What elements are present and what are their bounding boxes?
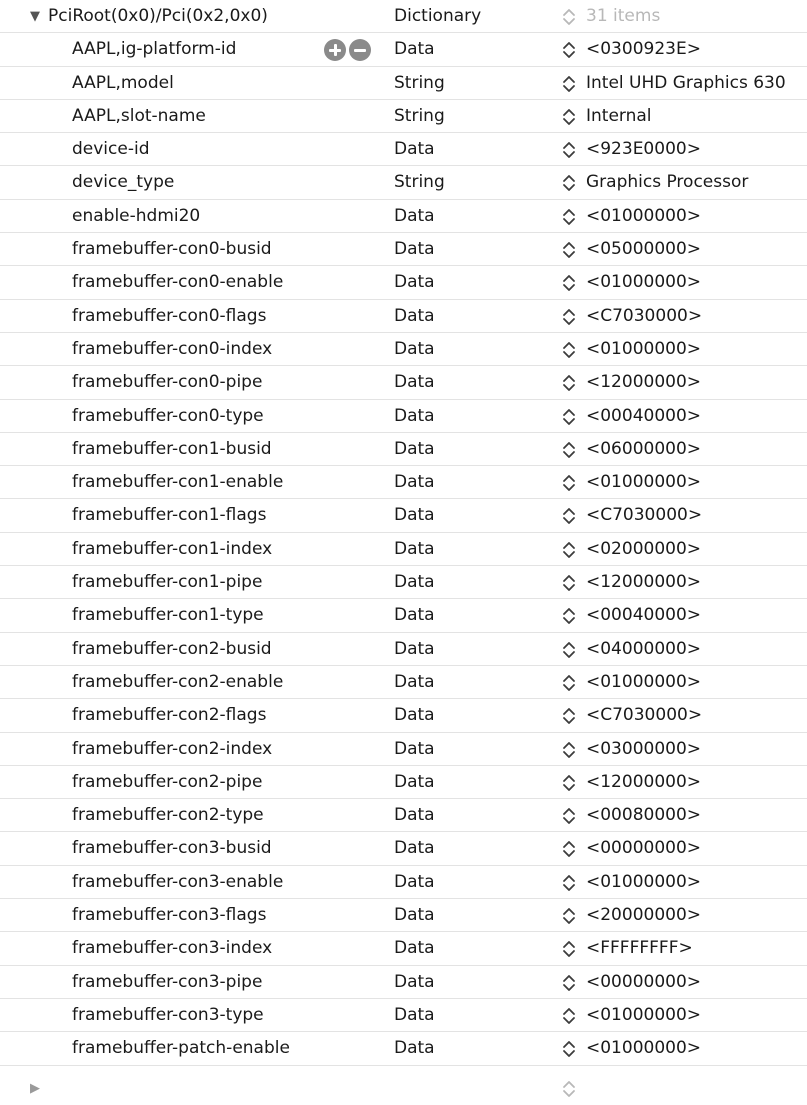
up-down-chevron-icon[interactable] (562, 674, 576, 692)
up-down-chevron-icon[interactable] (562, 341, 576, 359)
table-row[interactable] (0, 566, 807, 599)
row-value[interactable]: <01000000> (586, 338, 702, 359)
row-key[interactable]: framebuffer-con2-index (72, 738, 273, 759)
row-type[interactable]: Data (394, 538, 435, 559)
table-row[interactable] (0, 799, 807, 832)
row-value[interactable]: <00000000> (586, 838, 702, 859)
row-value: 31 items (586, 6, 661, 26)
row-key[interactable]: device_type (72, 172, 175, 193)
up-down-chevron-icon[interactable] (562, 141, 576, 159)
row-type[interactable]: Data (394, 239, 435, 260)
table-row[interactable] (0, 166, 807, 199)
row-key[interactable]: device-id (72, 139, 150, 160)
row-value[interactable]: <02000000> (586, 538, 702, 559)
row-type[interactable]: String (394, 172, 445, 193)
row-type[interactable]: Data (394, 1004, 435, 1025)
table-row[interactable] (0, 133, 807, 166)
table-row[interactable] (0, 499, 807, 532)
up-down-chevron-icon[interactable] (562, 607, 576, 625)
up-down-chevron-icon[interactable] (562, 874, 576, 892)
row-key[interactable]: framebuffer-con2-enable (72, 671, 284, 692)
row-key[interactable]: framebuffer-con0-flags (72, 305, 267, 326)
row-value[interactable]: <C7030000> (586, 305, 703, 326)
row-type[interactable]: Data (394, 905, 435, 926)
row-key[interactable]: framebuffer-con0-index (72, 338, 273, 359)
up-down-chevron-icon[interactable] (562, 108, 576, 126)
row-key[interactable]: framebuffer-con2-busid (72, 638, 272, 659)
row-key[interactable]: framebuffer-con3-index (72, 938, 273, 959)
row-value[interactable]: Internal (586, 105, 652, 126)
row-value[interactable]: <12000000> (586, 372, 702, 393)
up-down-chevron-icon[interactable] (562, 174, 576, 192)
table-row[interactable] (0, 400, 807, 433)
up-down-chevron-icon[interactable] (562, 1040, 576, 1058)
row-type[interactable]: Dictionary (394, 6, 482, 26)
row-value[interactable]: <01000000> (586, 205, 702, 226)
row-value[interactable]: <923E0000> (586, 139, 701, 160)
row-value[interactable]: <00040000> (586, 405, 702, 426)
up-down-chevron-icon[interactable] (562, 41, 576, 59)
row-value[interactable]: <C7030000> (586, 505, 703, 526)
table-row[interactable] (0, 999, 807, 1032)
table-row[interactable] (0, 666, 807, 699)
up-down-chevron-icon[interactable] (562, 308, 576, 326)
root-row-pciroot[interactable] (0, 0, 807, 33)
row-value[interactable]: <01000000> (586, 472, 702, 493)
up-down-chevron-icon[interactable] (562, 1080, 576, 1098)
table-row[interactable] (0, 333, 807, 366)
row-type[interactable]: Data (394, 605, 435, 626)
table-row[interactable] (0, 233, 807, 266)
table-row[interactable] (0, 866, 807, 899)
table-row[interactable] (0, 699, 807, 732)
row-type[interactable]: Data (394, 805, 435, 826)
up-down-chevron-icon[interactable] (562, 274, 576, 292)
table-row[interactable] (0, 433, 807, 466)
row-key[interactable]: framebuffer-con1-enable (72, 472, 284, 493)
up-down-chevron-icon[interactable] (562, 541, 576, 559)
up-down-chevron-icon[interactable] (562, 474, 576, 492)
table-row[interactable] (0, 67, 807, 100)
row-type[interactable]: Data (394, 205, 435, 226)
row-value[interactable]: <05000000> (586, 239, 702, 260)
row-key[interactable]: framebuffer-con2-type (72, 805, 264, 826)
up-down-chevron-icon[interactable] (562, 741, 576, 759)
table-row[interactable] (0, 599, 807, 632)
row-type[interactable]: Data (394, 338, 435, 359)
disclosure-triangle-right-icon[interactable]: ▶ (30, 1080, 40, 1096)
table-row[interactable] (0, 466, 807, 499)
row-value[interactable]: <12000000> (586, 771, 702, 792)
row-value[interactable]: <C7030000> (586, 705, 703, 726)
row-key[interactable]: framebuffer-con0-pipe (72, 372, 263, 393)
row-type[interactable]: Data (394, 39, 435, 60)
row-value[interactable]: <FFFFFFFF> (586, 938, 693, 959)
table-row[interactable] (0, 300, 807, 333)
up-down-chevron-icon[interactable] (562, 241, 576, 259)
row-value[interactable]: <01000000> (586, 871, 702, 892)
up-down-chevron-icon[interactable] (562, 940, 576, 958)
row-key[interactable]: AAPL,model (72, 72, 174, 93)
row-key[interactable]: framebuffer-patch-enable (72, 1038, 290, 1059)
up-down-chevron-icon[interactable] (562, 907, 576, 925)
up-down-chevron-icon[interactable] (562, 1007, 576, 1025)
table-row[interactable] (0, 966, 807, 999)
row-type[interactable]: Data (394, 838, 435, 859)
row-type[interactable]: Data (394, 638, 435, 659)
table-row[interactable] (0, 266, 807, 299)
up-down-chevron-icon[interactable] (562, 774, 576, 792)
row-type[interactable]: Data (394, 572, 435, 593)
up-down-chevron-icon[interactable] (562, 840, 576, 858)
collapsed-row-partial[interactable] (0, 1066, 807, 1096)
row-type[interactable]: Data (394, 405, 435, 426)
up-down-chevron-icon[interactable] (562, 441, 576, 459)
table-row[interactable] (0, 899, 807, 932)
table-row[interactable] (0, 533, 807, 566)
disclosure-triangle-down-icon[interactable]: ▼ (30, 9, 40, 24)
up-down-chevron-icon[interactable] (562, 408, 576, 426)
child-rows (0, 33, 807, 1065)
row-type[interactable]: Data (394, 871, 435, 892)
row-key[interactable]: AAPL,slot-name (72, 105, 206, 126)
row-type[interactable]: Data (394, 472, 435, 493)
row-key[interactable]: framebuffer-con1-index (72, 538, 273, 559)
row-value[interactable]: <00000000> (586, 971, 702, 992)
row-value[interactable]: <00040000> (586, 605, 702, 626)
row-key[interactable]: enable-hdmi20 (72, 205, 201, 226)
row-type[interactable]: Data (394, 305, 435, 326)
row-type[interactable]: Data (394, 272, 435, 293)
row-type[interactable]: String (394, 105, 445, 126)
table-row[interactable] (0, 200, 807, 233)
row-type[interactable]: Data (394, 438, 435, 459)
row-type[interactable]: Data (394, 372, 435, 393)
row-value[interactable]: <04000000> (586, 638, 702, 659)
table-row[interactable] (0, 1032, 807, 1065)
plus-circle-icon[interactable] (324, 39, 346, 61)
row-key[interactable]: framebuffer-con0-busid (72, 239, 272, 260)
row-type[interactable]: Data (394, 1038, 435, 1059)
table-row[interactable] (0, 932, 807, 965)
row-value[interactable]: <20000000> (586, 905, 702, 926)
up-down-chevron-icon[interactable] (562, 507, 576, 525)
row-value[interactable]: <00080000> (586, 805, 702, 826)
row-type[interactable]: Data (394, 705, 435, 726)
row-key[interactable]: AAPL,ig-platform-id (72, 39, 237, 60)
up-down-chevron-icon[interactable] (562, 707, 576, 725)
row-type[interactable]: Data (394, 938, 435, 959)
row-type[interactable]: Data (394, 505, 435, 526)
up-down-chevron-icon[interactable] (562, 574, 576, 592)
row-value[interactable]: Intel UHD Graphics 630 (586, 72, 786, 93)
row-value[interactable]: <01000000> (586, 1038, 702, 1059)
row-value[interactable]: <06000000> (586, 438, 702, 459)
table-row[interactable] (0, 100, 807, 133)
row-value[interactable]: Graphics Processor (586, 172, 749, 193)
row-key[interactable]: framebuffer-con3-busid (72, 838, 272, 859)
row-type[interactable]: String (394, 72, 445, 93)
table-row[interactable] (0, 766, 807, 799)
row-key[interactable]: framebuffer-con2-flags (72, 705, 267, 726)
row-key[interactable]: PciRoot(0x0)/Pci(0x2,0x0) (48, 6, 268, 26)
row-type[interactable]: Data (394, 971, 435, 992)
row-key[interactable]: framebuffer-con0-type (72, 405, 264, 426)
up-down-chevron-icon[interactable] (562, 974, 576, 992)
row-value[interactable]: <0300923E> (586, 39, 701, 60)
row-key[interactable]: framebuffer-con1-flags (72, 505, 267, 526)
table-row[interactable] (0, 733, 807, 766)
table-row[interactable] (0, 832, 807, 865)
table-row[interactable] (0, 633, 807, 666)
up-down-chevron-icon[interactable] (562, 208, 576, 226)
row-value[interactable]: <01000000> (586, 671, 702, 692)
table-row[interactable] (0, 366, 807, 399)
row-key[interactable]: framebuffer-con3-flags (72, 905, 267, 926)
row-key[interactable]: framebuffer-con2-pipe (72, 771, 263, 792)
minus-circle-icon[interactable] (349, 39, 371, 61)
up-down-chevron-icon[interactable] (562, 807, 576, 825)
row-key[interactable]: framebuffer-con3-type (72, 1004, 264, 1025)
row-key[interactable]: framebuffer-con1-type (72, 605, 264, 626)
up-down-chevron-icon[interactable] (562, 8, 576, 26)
row-key[interactable]: framebuffer-con1-busid (72, 438, 272, 459)
row-key[interactable]: framebuffer-con0-enable (72, 272, 284, 293)
row-value[interactable]: <01000000> (586, 272, 702, 293)
row-value[interactable]: <01000000> (586, 1004, 702, 1025)
up-down-chevron-icon[interactable] (562, 75, 576, 93)
add-remove-controls (324, 39, 371, 61)
row-key[interactable]: framebuffer-con1-pipe (72, 572, 263, 593)
row-type[interactable]: Data (394, 738, 435, 759)
row-type[interactable]: Data (394, 671, 435, 692)
up-down-chevron-icon[interactable] (562, 374, 576, 392)
row-type[interactable]: Data (394, 771, 435, 792)
row-value[interactable]: <12000000> (586, 572, 702, 593)
row-key[interactable]: framebuffer-con3-pipe (72, 971, 263, 992)
row-type[interactable]: Data (394, 139, 435, 160)
row-key[interactable]: framebuffer-con3-enable (72, 871, 284, 892)
row-value[interactable]: <03000000> (586, 738, 702, 759)
up-down-chevron-icon[interactable] (562, 641, 576, 659)
table-row[interactable] (0, 33, 807, 66)
